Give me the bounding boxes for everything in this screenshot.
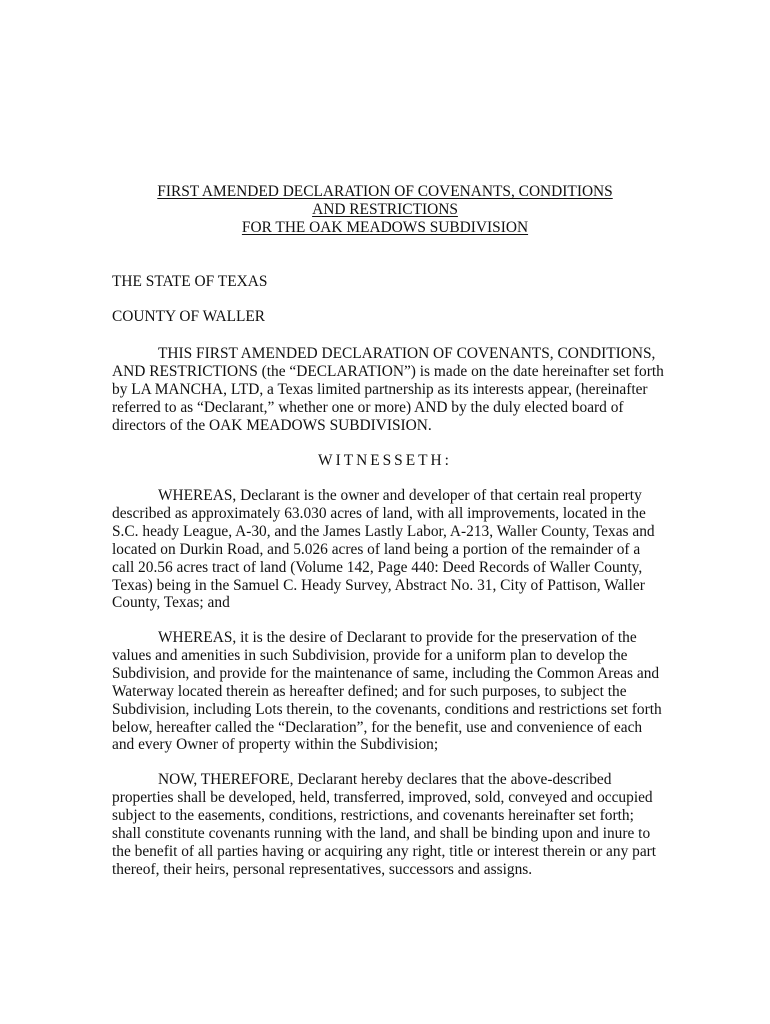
intro-paragraph [112, 345, 664, 435]
paragraph-line: S.C. heady League, A-30, and the James Lastly Labor, A-213, Waller County, Texas and [112, 522, 655, 540]
paragraph-line: properties shall be developed, held, transferred, improved, sold, conveyed and occupied [112, 788, 653, 806]
paragraph-line: WHEREAS, it is the desire of Declarant to provide for the preservation of the [158, 629, 637, 646]
document-title [0, 183, 770, 237]
paragraph-line: NOW, THEREFORE, Declarant hereby declares that the above-described [158, 771, 612, 788]
whereas-paragraph-1 [112, 487, 655, 612]
paragraph-line: below, hereafter called the “Declaration”, for the benefit, use and convenience of each [112, 718, 643, 736]
paragraph-line: Waterway located therein as hereafter defined; and for such purposes, to subject the [112, 682, 627, 700]
paragraph-line: values and amenities in such Subdivision, provide for a uniform plan to develop the [112, 646, 628, 664]
paragraph-line: subject to the easements, conditions, restrictions, and covenants hereinafter set forth; [112, 806, 634, 824]
paragraph-line: WHEREAS, Declarant is the owner and developer of that certain real property [158, 487, 642, 504]
paragraph-line: referred to as “Declarant,” whether one or more) AND by the duly elected board of [112, 398, 624, 416]
paragraph-line: described as approximately 63.030 acres of land, with all improvements, located in the [112, 504, 646, 522]
paragraph-line: call 20.56 acres tract of land (Volume 142, Page 440: Deed Records of Waller County, [112, 558, 643, 576]
paragraph-line: Subdivision, and provide for the maintenance of same, including the Common Areas and [112, 664, 660, 682]
paragraph-line: Texas) being in the Samuel C. Heady Survey, Abstract No. 31, City of Pattison, Waller [112, 576, 645, 594]
whereas-paragraph-2 [112, 629, 662, 754]
state-caption: THE STATE OF TEXAS [112, 273, 268, 290]
title-line-3: FOR THE OAK MEADOWS SUBDIVISION [241, 219, 529, 236]
title-line-1: FIRST AMENDED DECLARATION OF COVENANTS, CONDITIONS [157, 183, 613, 200]
witnesseth-heading: WITNESSETH: [318, 452, 452, 469]
county-caption: COUNTY OF WALLER [112, 308, 266, 325]
paragraph-line: AND RESTRICTIONS (the “DECLARATION”) is made on the date hereinafter set forth [112, 362, 664, 380]
paragraph-line: the benefit of all parties having or acquiring any right, title or interest therein or any part [112, 842, 657, 860]
paragraph-line: and every Owner of property within the Subdivision; [112, 736, 439, 754]
paragraph-line: thereof, their heirs, personal representatives, successors and assigns. [112, 860, 533, 878]
now-therefore-paragraph [112, 771, 656, 878]
title-line-2: AND RESTRICTIONS [312, 201, 458, 218]
paragraph-line: County, Texas; and [112, 594, 230, 612]
paragraph-line: by LA MANCHA, LTD, a Texas limited partnership as its interests appear, (hereinafter [112, 380, 648, 398]
paragraph-line: directors of the OAK MEADOWS SUBDIVISION. [112, 416, 432, 434]
paragraph-line: Subdivision, including Lots therein, to the covenants, conditions and restrictions set forth [112, 700, 662, 718]
paragraph-line: shall constitute covenants running with the land, and shall be binding upon and inure to [112, 824, 651, 842]
paragraph-line: THIS FIRST AMENDED DECLARATION OF COVENANTS, CONDITIONS, [158, 345, 656, 362]
paragraph-line: located on Durkin Road, and 5.026 acres of land being a portion of the remainder of a [112, 540, 641, 558]
